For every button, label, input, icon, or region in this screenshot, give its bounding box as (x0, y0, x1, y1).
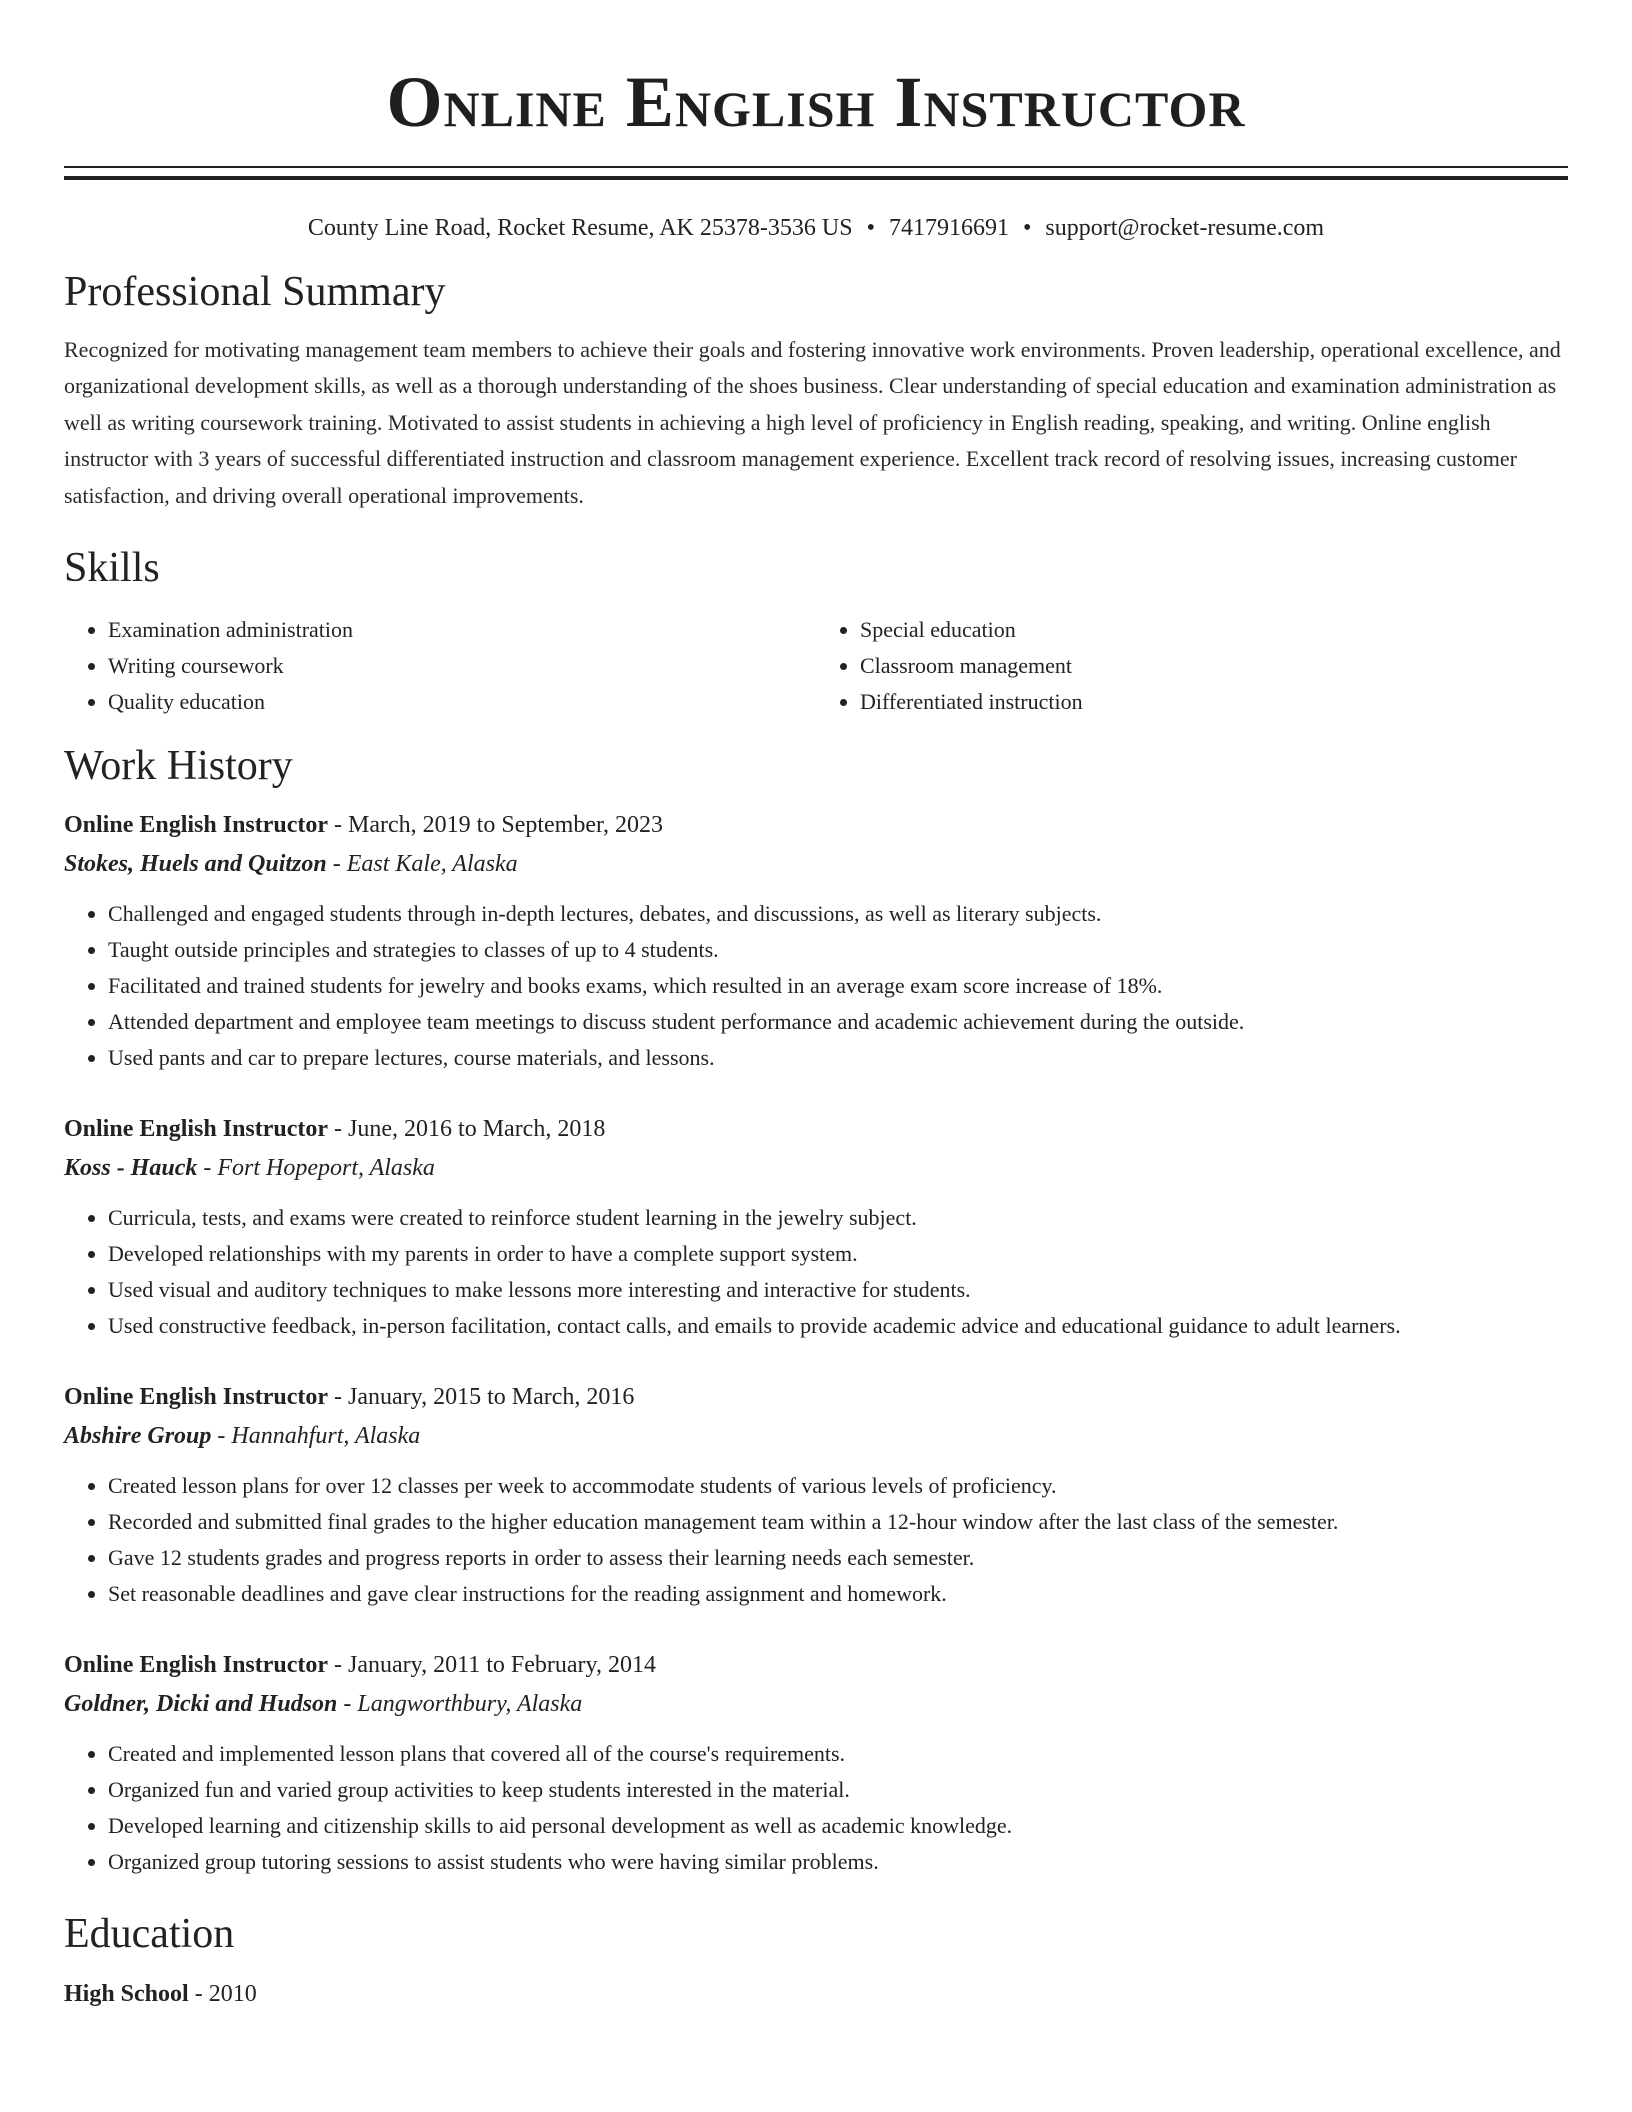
skill-item: • Writing coursework (108, 648, 816, 684)
skills-list (64, 612, 1568, 720)
job-bullet: • Set reasonable deadlines and gave clear instructions for the reading assignment and homework. (108, 1576, 1568, 1612)
job-bullets (64, 1736, 1568, 1880)
skill-item: • Special education (860, 612, 1568, 648)
job-title-line (64, 1110, 1568, 1149)
job-bullet: • Gave 12 students grades and progress reports in order to assess their learning needs each semester. (108, 1540, 1568, 1576)
job-company: Koss - Hauck (64, 1155, 198, 1182)
job-role: Online English Instructor (64, 1116, 329, 1143)
skills-column-left (64, 612, 816, 720)
job-title-line (64, 1646, 1568, 1685)
job-location: - Hannahfurt, Alaska (217, 1423, 421, 1450)
summary-heading: Professional Summary (64, 269, 446, 315)
job-entry (64, 806, 1568, 1076)
job-bullets (64, 1200, 1568, 1344)
job-role: Online English Instructor (64, 1384, 329, 1411)
job-bullet: • Curricula, tests, and exams were created to reinforce student learning in the jewelry subject. (108, 1200, 1568, 1236)
job-title-line (64, 1378, 1568, 1417)
job-location: - East Kale, Alaska (332, 851, 518, 878)
header-rule-thin (64, 166, 1568, 168)
job-bullet: • Challenged and engaged students through in-depth lectures, debates, and discussions, as well as literary subjects. (108, 896, 1568, 932)
job-dates: - June, 2016 to March, 2018 (334, 1116, 606, 1143)
job-bullet: • Developed learning and citizenship skills to aid personal development as well as academic knowledge. (108, 1808, 1568, 1844)
job-company-line (64, 1417, 1568, 1456)
job-bullets (64, 896, 1568, 1076)
education-heading: Education (64, 1911, 235, 1958)
skills-column-right (816, 612, 1568, 720)
contact-separator: • (866, 215, 875, 241)
job-bullet: • Organized group tutoring sessions to assist students who were having similar problems. (108, 1844, 1568, 1880)
job-bullet: • Developed relationships with my parents in order to have a complete support system. (108, 1236, 1568, 1272)
job-bullet: • Facilitated and trained students for jewelry and books exams, which resulted in an average exam score increase of 18%. (108, 968, 1568, 1004)
job-entry (64, 1646, 1568, 1880)
job-entry (64, 1110, 1568, 1344)
job-bullet: • Organized fun and varied group activities to keep students interested in the material. (108, 1772, 1568, 1808)
contact-line (64, 212, 1568, 244)
job-bullet: • Attended department and employee team meetings to discuss student performance and academic achievement during the outside. (108, 1004, 1568, 1040)
job-bullet: • Used constructive feedback, in-person facilitation, contact calls, and emails to provide academic advice and educational guidance to adult learners. (108, 1308, 1568, 1344)
skill-item: • Examination administration (108, 612, 816, 648)
job-role: Online English Instructor (64, 1652, 329, 1679)
contact-email: support@rocket-resume.com (1045, 215, 1325, 241)
job-bullets (64, 1468, 1568, 1612)
job-bullet: • Created and implemented lesson plans that covered all of the course's requirements. (108, 1736, 1568, 1772)
job-entry (64, 1378, 1568, 1612)
job-location: - Langworthbury, Alaska (343, 1691, 583, 1718)
job-company-line (64, 845, 1568, 884)
job-bullet: • Taught outside principles and strategies to classes of up to 4 students. (108, 932, 1568, 968)
job-company: Abshire Group (64, 1423, 212, 1450)
candidate-name: Online English Instructor (386, 62, 1246, 142)
skill-item: • Differentiated instruction (860, 684, 1568, 720)
education-entry (64, 1976, 1568, 2012)
job-bullet: • Used pants and car to prepare lectures, course materials, and lessons. (108, 1040, 1568, 1076)
header-rule-thick (64, 176, 1568, 180)
skill-item: • Quality education (108, 684, 816, 720)
job-bullet: • Recorded and submitted final grades to the higher education management team within a 12-hour window after the last class of the semester. (108, 1504, 1568, 1540)
work-history-heading: Work History (64, 743, 293, 790)
summary-text: Recognized for motivating management team members to achieve their goals and fostering innovative work environments. Proven leadership, operational excellence, and organizational development skills, as well as a thorough understanding of the shoes business. Clear understanding of special education and examination administration as well as writing coursework training. Motivated to assist students in achieving a high level of proficiency in English reading, speaking, and writing. Online english instructor with 3 years of successful differentiated instruction and classroom management experience. Excellent track record of resolving issues, increasing customer satisfaction, and driving overall operational improvements. (64, 337, 1561, 508)
job-role: Online English Instructor (64, 812, 329, 839)
contact-phone: 7417916691 (888, 215, 1009, 241)
skill-item: • Classroom management (860, 648, 1568, 684)
contact-address: County Line Road, Rocket Resume, AK 25378-3536 US (307, 215, 853, 241)
job-company-line (64, 1685, 1568, 1724)
contact-separator: • (1022, 215, 1032, 241)
job-dates: - January, 2015 to March, 2016 (334, 1384, 635, 1411)
job-bullet: • Used visual and auditory techniques to make lessons more interesting and interactive for students. (108, 1272, 1568, 1308)
job-dates: - January, 2011 to February, 2014 (334, 1652, 656, 1679)
skills-heading: Skills (64, 545, 160, 592)
education-degree: High School (64, 1981, 189, 2008)
job-title-line (64, 806, 1568, 845)
job-company: Goldner, Dicki and Hudson (64, 1691, 338, 1718)
job-location: - Fort Hopeport, Alaska (203, 1155, 435, 1182)
job-dates: - March, 2019 to September, 2023 (334, 812, 664, 839)
job-company-line (64, 1149, 1568, 1188)
education-year: - 2010 (194, 1981, 257, 2008)
job-company: Stokes, Huels and Quitzon (64, 851, 327, 878)
job-bullet: • Created lesson plans for over 12 classes per week to accommodate students of various levels of proficiency. (108, 1468, 1568, 1504)
